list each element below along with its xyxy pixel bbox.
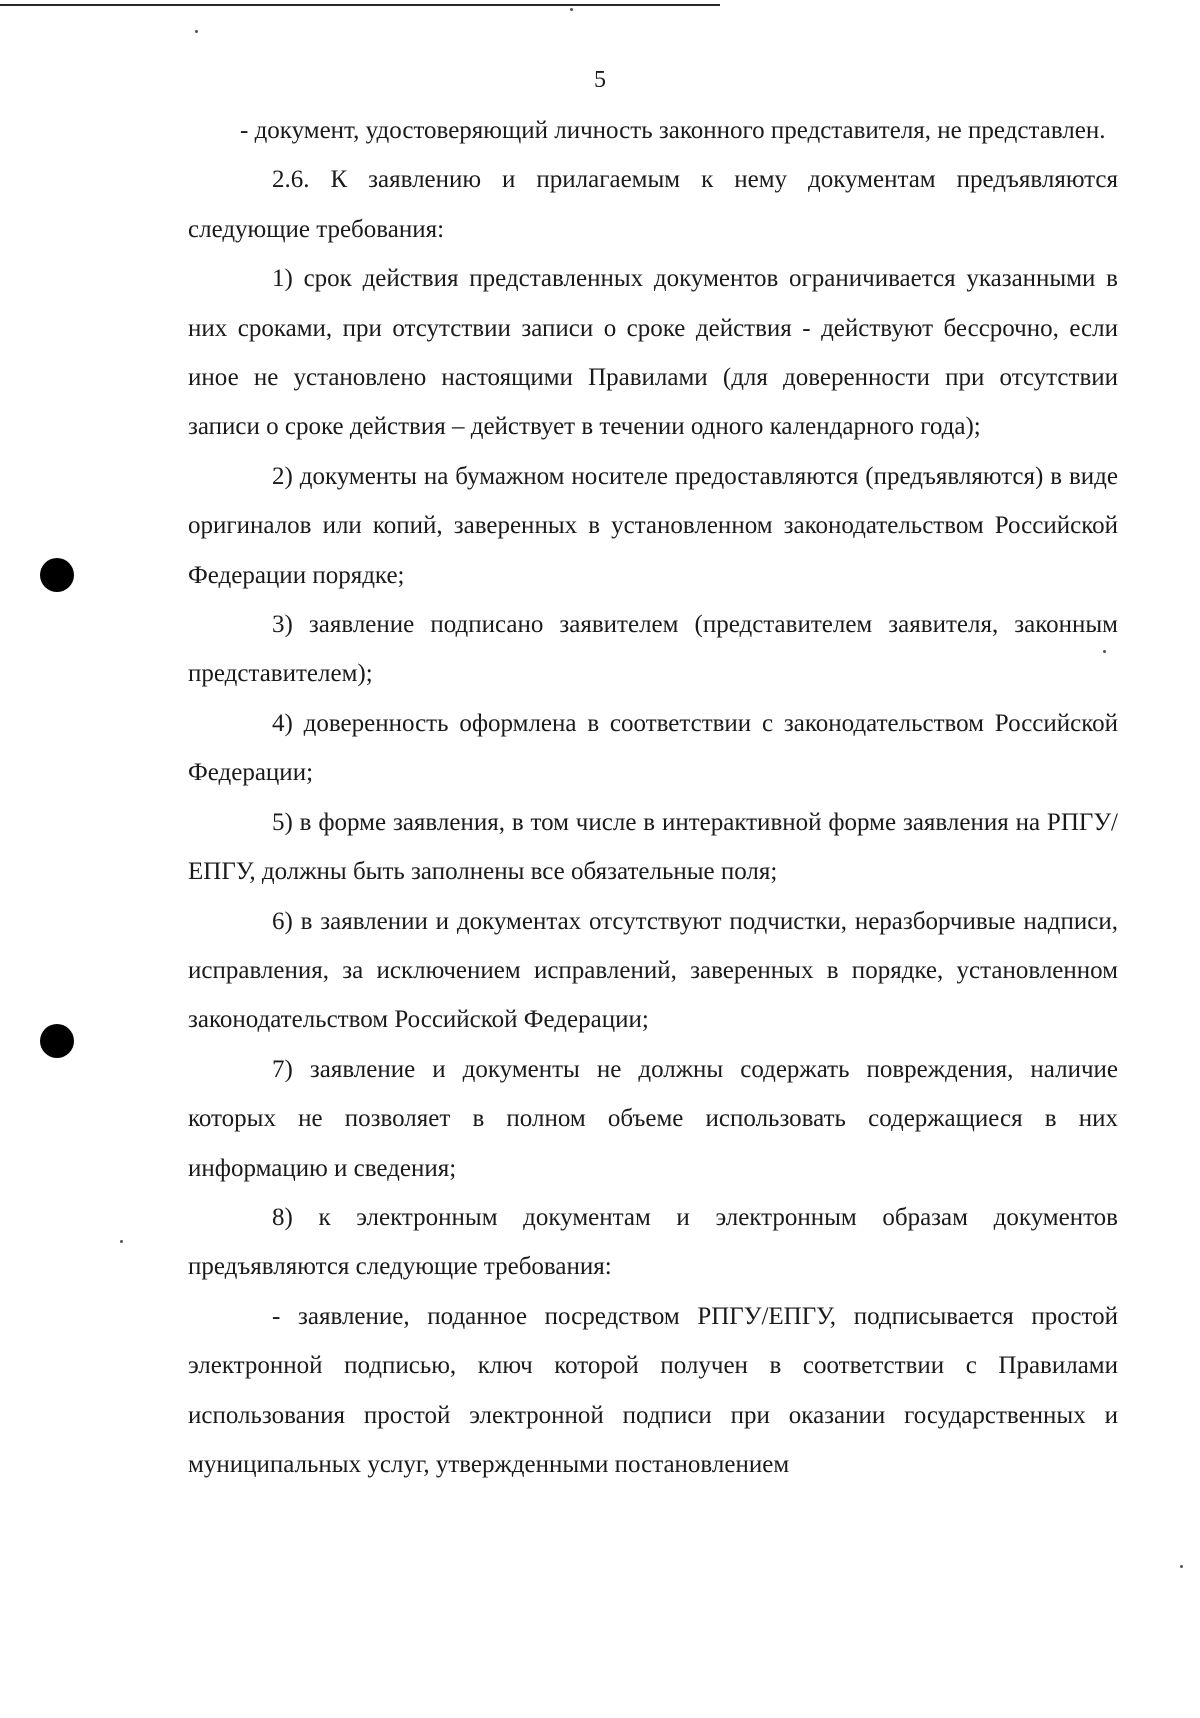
list-item-2: 2) документы на бумажном носителе предоставляются (предъявляются) в виде оригиналов или копий, заверенных в установленном законодательством Российской Федерации порядке; (188, 462, 1118, 589)
list-item-7: 7) заявление и документы не должны содержать повреждения, наличие которых не позволяет в полном объеме использовать содержащиеся в них информацию и сведения; (188, 1055, 1118, 1182)
scan-edge-line (0, 4, 720, 6)
paragraph-section-2-6: 2.6. К заявлению и прилагаемым к нему документам предъявляются следующие требования: (188, 166, 1118, 243)
scan-speck (570, 8, 573, 11)
document-body (188, 106, 1118, 1489)
list-item-4: 4) доверенность оформлена в соответствии с законодательством Российской Федерации; (188, 709, 1118, 787)
page-number: 5 (594, 67, 606, 93)
list-item-8: 8) к электронным документам и электронным образам документов предъявляются следующие требования: (188, 1203, 1118, 1281)
punch-hole-lower (40, 1024, 74, 1058)
list-item-6: 6) в заявлении и документах отсутствуют подчистки, неразборчивые надписи, исправления, за исключением исправлений, заверенных в порядке, установленном законодательством Российской Федерации; (188, 907, 1118, 1034)
paragraph-representative-doc: - документ, удостоверяющий личность законного представителя, не представлен. (240, 117, 1106, 144)
list-item-5: 5) в форме заявления, в том числе в интерактивной форме заявления на РПГУ/ЕПГУ, должны быть заполнены все обязательные поля; (188, 808, 1118, 886)
scan-speck (120, 1240, 123, 1243)
sub-item-electronic-signature: - заявление, поданное посредством РПГУ/ЕПГУ, подписывается простой электронной подписью, ключ которой получен в соответствии с Правилами использования простой электронной подписи при оказании государственных и муниципальных услуг, утвержденными постановлением (188, 1302, 1118, 1478)
scan-speck (1180, 1565, 1183, 1568)
punch-hole-upper (40, 558, 74, 592)
scan-speck (195, 30, 198, 33)
list-item-1: 1) срок действия представленных документов ограничивается указанными в них сроками, при отсутствии записи о сроке действия - действуют бессрочно, если иное не установлено настоящими Правилами (для доверенности при отсутствии записи о сроке действия – действует в течении одного календарного года); (188, 265, 1118, 441)
list-item-3: 3) заявление подписано заявителем (представителем заявителя, законным представителем); (188, 611, 1118, 688)
